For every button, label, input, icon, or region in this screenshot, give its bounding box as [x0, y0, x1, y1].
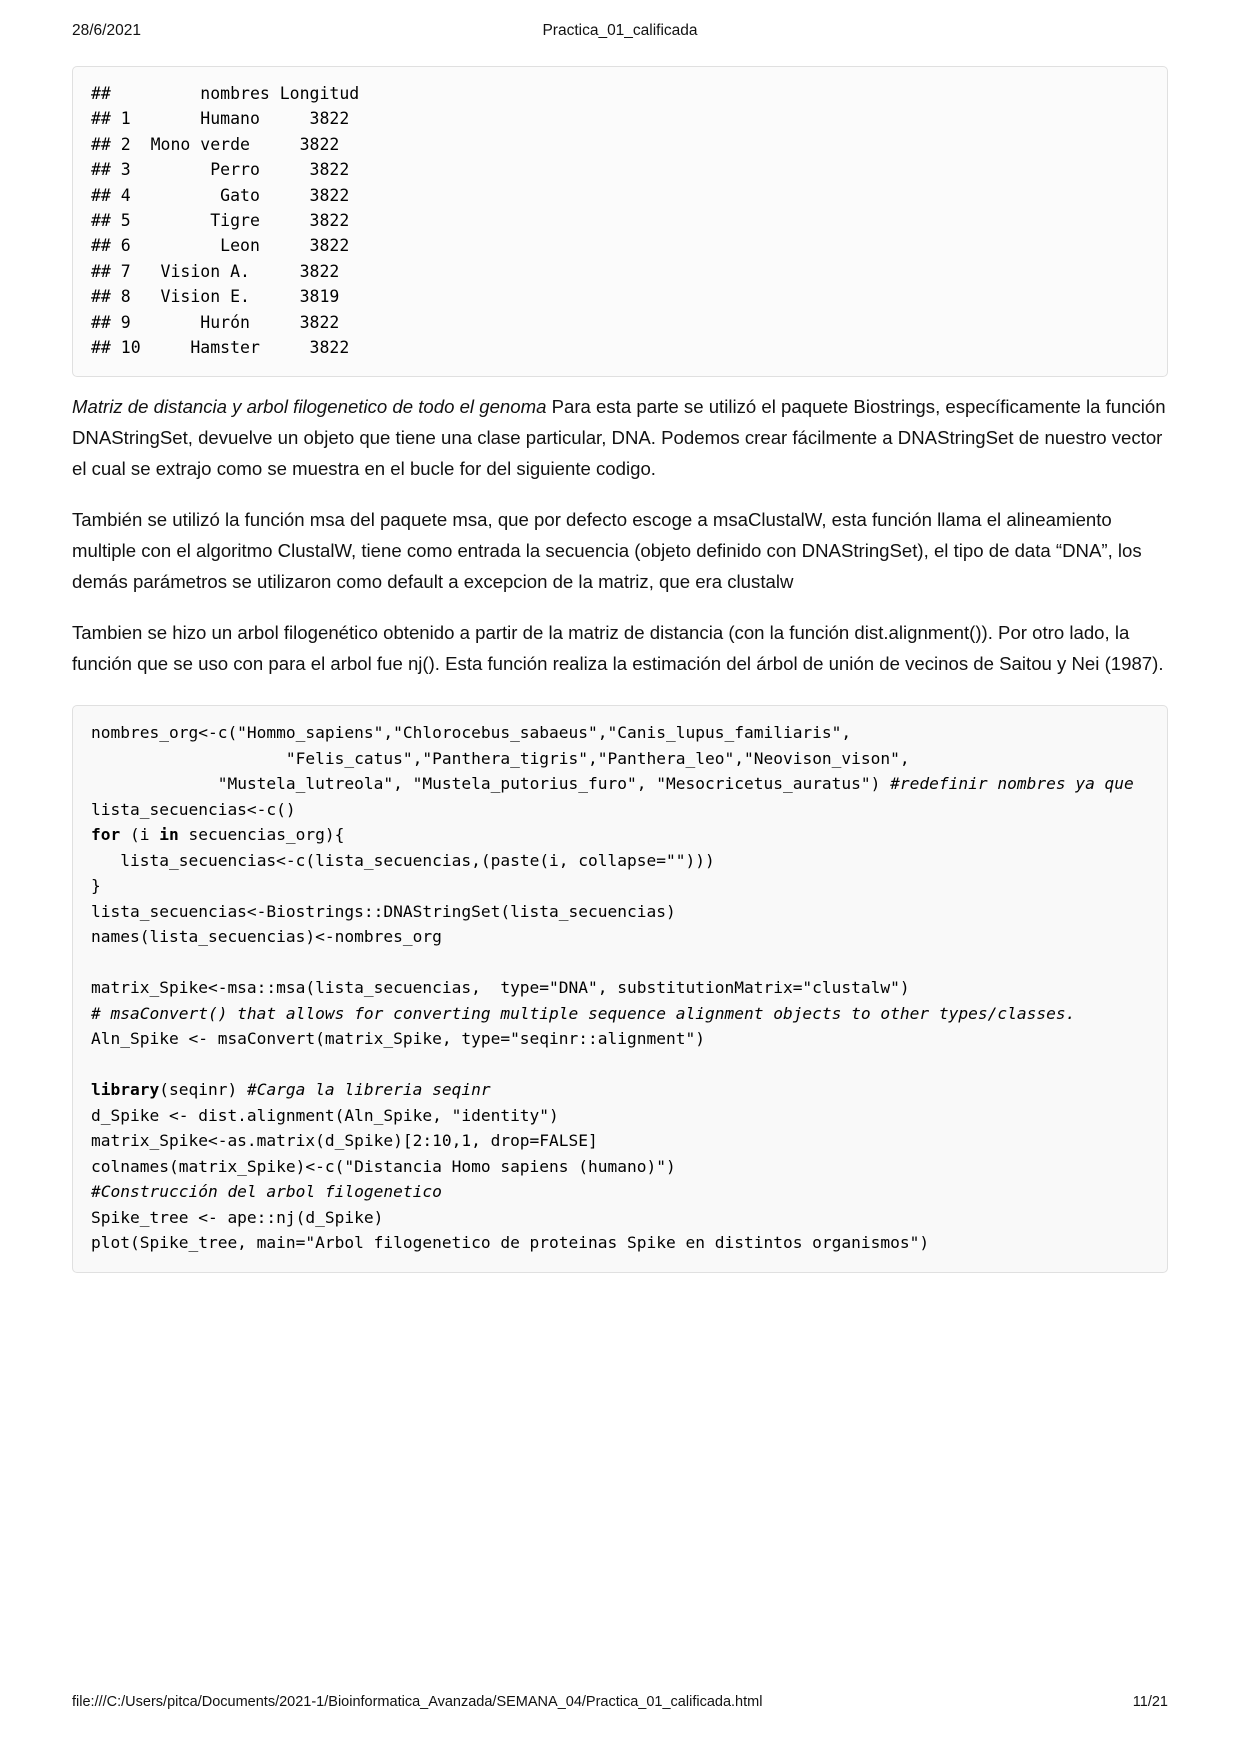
code-comment: #Carga la libreria seqinr [246, 1080, 491, 1100]
code-keyword: in [159, 825, 179, 845]
code-text: Spike_tree <- ape::nj(d_Spike) plot(Spike_tree, main="Arbol filogenetico de proteinas Spike en distintos organismos") [91, 1207, 930, 1253]
code-keyword: for [91, 825, 121, 845]
code-text: Aln_Spike <- msaConvert(matrix_Spike, type="seqinr::alignment") [91, 1029, 705, 1049]
code-text: lista_secuencias<-c() [91, 799, 296, 819]
footer-file-url: file:///C:/Users/pitca/Documents/2021-1/Bioinformatica_Avanzada/SEMANA_04/Practica_01_calificada.html [72, 1694, 763, 1710]
r-console-output-block [72, 66, 1168, 377]
page-content [72, 56, 1168, 1273]
page-header [72, 0, 1168, 56]
paragraph-lead-italic: Matriz de distancia y arbol filogenetico de todo el genoma [72, 396, 547, 418]
page-footer [72, 1694, 1168, 1710]
paragraph-arbol-filogenetico: Tambien se hizo un arbol filogenético obtenido a partir de la matriz de distancia (con la función dist.alignment()). Por otro lado, la función que se uso con para el arbol fue nj(). Esta función realiza la estimación del árbol de unión de vecinos de Saitou y Nei (1987). [72, 622, 1164, 675]
code-comment: #Construcción del arbol filogenetico [91, 1182, 442, 1202]
code-keyword: library [91, 1080, 160, 1100]
code-text: (seqinr) [159, 1080, 247, 1100]
paragraph-1-text: Para esta parte se utilizó el paquete Biostrings, específicamente la función DNAStringSet, devuelve un objeto que tiene una clase particular, DNA. Podemos crear fácilmente a DNAStringSet de nuestro vector el cual se extrajo como se muestra en el bucle for del siguiente codigo. [72, 396, 1166, 480]
paragraph-matriz-distancia [72, 391, 1168, 484]
code-comment: #redefinir nombres ya que [890, 774, 1134, 794]
paragraph-msa: También se utilizó la función msa del paquete msa, que por defecto escoge a msaClustalW, esta función llama el alineamiento multiple con el algoritmo ClustalW, tiene como entrada la secuencia (objeto definido con DNAStringSet), el tipo de data “DNA”, los demás parámetros se utilizaron como default a excepcion de la matriz, que era clustalw [72, 509, 1142, 593]
r-source-code-text [91, 720, 1149, 1256]
code-text: d_Spike <- dist.alignment(Aln_Spike, "identity") matrix_Spike<-as.matrix(d_Spike)[2:10,1, drop=FALSE] colnames(matrix_Spike)<-c("Distancia Homo sapiens (humano)") [91, 1105, 676, 1176]
footer-page-number: 11/21 [1132, 1694, 1168, 1710]
header-title: Practica_01_calificada [542, 22, 698, 39]
code-text: (i [120, 825, 160, 845]
r-source-code-block [72, 705, 1168, 1273]
code-text: nombres_org<-c("Hommo_sapiens","Chlorocebus_sabaeus","Canis_lupus_familiaris", "Felis_catus","Panthera_tigris","Panthera_leo","Neovison_vison", "Mustela_lutreola", "Mustela_putorius_furo", "Mesocricetus_auratus") [91, 723, 910, 794]
code-text: secuencias_org){ lista_secuencias<-c(lista_secuencias,(paste(i, collapse=""))) } lista_secuencias<-Biostrings::DNAStringSet(lista_secuencias) names(lista_secuencias)<-nombres_org matrix_Spike<-msa::msa(lista_secuencias, type="DNA", substitutionMatrix="clustalw") [91, 825, 910, 998]
header-date: 28/6/2021 [72, 22, 141, 39]
r-console-output-text: ## nombres Longitud ## 1 Humano 3822 ## 2 Mono verde 3822 ## 3 Perro 3822 ## 4 Gato 3822 ## 5 Tigre 3822 ## 6 Leon 3822 ## 7 Vision A. 3822 ## 8 Vision E. 3819 ## 9 Hurón 3822 ## 10 Hamster 3822 [91, 84, 360, 358]
code-comment: # msaConvert() that allows for converting multiple sequence alignment objects to other types/classes. [91, 1003, 1076, 1023]
